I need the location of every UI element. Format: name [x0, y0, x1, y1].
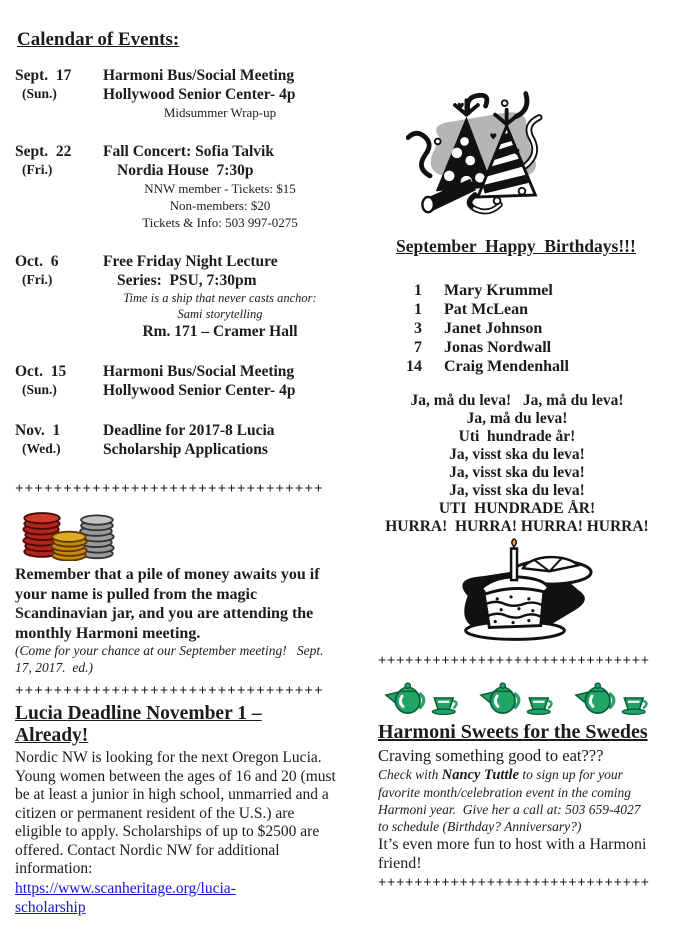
event-detail: NNW member - Tickets: $15: [144, 181, 296, 196]
event-title-line: Harmoni Bus/Social Meeting: [103, 67, 295, 84]
song-line: Ja, visst ska du leva!: [449, 482, 585, 499]
birthday-row: [378, 357, 656, 376]
event-description: [103, 66, 337, 121]
sweets-italic-post: to sign up for your: [518, 766, 623, 782]
event-weekday: (Sun.): [22, 86, 57, 101]
svg-text:♥: ♥: [456, 101, 465, 112]
birthday-name: Jonas Nordwall: [444, 339, 552, 356]
event-date: Sept. 17: [15, 67, 72, 84]
birthday-name: Janet Johnson: [444, 320, 543, 337]
event-date-block: [15, 421, 103, 459]
birthday-day: 14: [406, 358, 422, 375]
event-title-line: Harmoni Bus/Social Meeting: [103, 363, 295, 380]
event-date-block: [15, 252, 103, 341]
event-title-line: Fall Concert: Sofia Talvik: [103, 143, 274, 160]
event-description: [103, 252, 337, 341]
birthday-row: [378, 300, 656, 319]
birthdays-heading: September Happy Birthdays!!!: [396, 236, 636, 256]
sweets-closing-line: It’s even more fun to host with a Harmoni friend!: [378, 835, 647, 872]
lucia-deadline-heading: Lucia Deadline November 1 – Already!: [15, 703, 262, 746]
sweets-italic-pre: Check with: [378, 766, 442, 782]
event-detail: Tickets & Info: 503 997-0275: [142, 215, 298, 230]
birthday-day: 3: [414, 320, 422, 337]
sweets-italic-text: favorite month/celebration event in the coming: [378, 784, 632, 800]
event-oct-15: [15, 362, 337, 400]
event-weekday: (Wed.): [22, 441, 61, 456]
event-room-line: Rm. 171 – Cramer Hall: [142, 323, 298, 340]
divider-plus-row: ++++++++++++++++++++++++++++++: [378, 874, 650, 891]
birthday-row: [378, 338, 656, 357]
event-detail: Midsummer Wrap-up: [163, 105, 277, 120]
calendar-heading: Calendar of Events:: [17, 29, 180, 50]
teapot-teacup-icon: [475, 680, 557, 716]
event-date-block: [15, 362, 103, 400]
lucia-body-text: Nordic NW is looking for the next Oregon Lucia. Young women between the ages of 16 and 20 (must be at least a junior in high school, unmarried and a citizen or permanent resident of the U.S.) are eligible to apply. Scholarships of up to $2500 are offered. Contact Nordic NW for additional information:: [15, 749, 336, 877]
left-column: [15, 28, 337, 917]
teapot-row: [380, 680, 652, 716]
birthday-day: 1: [414, 301, 422, 318]
event-series-line: Series: PSU, 7:30pm: [117, 272, 257, 289]
lucia-scholarship-link[interactable]: https://www.scanheritage.org/lucia-scholarship: [15, 879, 236, 916]
event-description: [103, 362, 337, 400]
event-location-line: Nordia House 7:30p: [117, 162, 254, 179]
sweets-heading: Harmoni Sweets for the Swedes: [378, 721, 648, 743]
song-line: Ja, visst ska du leva!: [449, 446, 585, 463]
event-title-line2: Scholarship Applications: [103, 441, 268, 458]
birthday-day: 7: [414, 339, 422, 356]
sweets-italic-text: Harmoni year. Give her a call at: 503 659-4027: [378, 801, 641, 817]
birthday-name: Craig Mendenhall: [444, 358, 569, 375]
song-line: HURRA! HURRA! HURRA! HURRA!: [385, 518, 649, 535]
event-location-line: Hollywood Senior Center- 4p: [103, 86, 296, 103]
event-weekday: (Sun.): [22, 382, 57, 397]
song-line: Ja, visst ska du leva!: [449, 464, 585, 481]
sweets-italic-text: [378, 766, 656, 784]
sweets-italic-text: to schedule (Birthday? Anniversary?): [378, 818, 582, 834]
divider-plus-row: ++++++++++++++++++++++++++++++: [378, 653, 650, 669]
birthday-row: [378, 319, 656, 338]
coin-stacks-icon: [17, 507, 121, 561]
divider-plus-row: ++++++++++++++++++++++++++++++++: [15, 481, 324, 497]
event-lecture-subtitle: Sami storytelling: [177, 307, 263, 321]
money-reminder-text: Remember that a pile of money awaits you if your name is pulled from the magic Scandinavian jar, and you are attending the monthly Harmoni meeting.: [15, 566, 320, 642]
birthday-name: Mary Krummel: [444, 282, 553, 299]
song-line: Ja, må du leva! Ja, må du leva!: [410, 392, 624, 409]
event-description: [103, 421, 337, 459]
birthday-cake-icon: [438, 538, 596, 642]
event-date: Oct. 6: [15, 253, 59, 270]
song-line: Uti hundrade år!: [458, 428, 576, 445]
event-date: Nov. 1: [15, 422, 61, 439]
event-title-line: Free Friday Night Lecture: [103, 253, 278, 270]
sweets-contact-name: Nancy Tuttle: [441, 766, 519, 783]
birthday-name: Pat McLean: [444, 301, 528, 318]
teapot-teacup-icon: [570, 680, 652, 716]
song-line: UTI HUNDRADE ÅR!: [438, 500, 596, 517]
birthday-day: 1: [414, 282, 422, 299]
money-editor-note: (Come for your chance at our September meeting! Sept. 17, 2017. ed.): [15, 643, 327, 675]
svg-text:♥: ♥: [489, 132, 498, 143]
teapot-teacup-icon: [380, 680, 462, 716]
party-decorations-icon: [406, 84, 546, 218]
event-weekday: (Fri.): [22, 162, 53, 177]
event-weekday: (Fri.): [22, 272, 53, 287]
event-sept-17: [15, 66, 337, 121]
event-location-line: Hollywood Senior Center- 4p: [103, 382, 296, 399]
event-date-block: [15, 142, 103, 231]
birthday-song: [378, 392, 656, 536]
event-sept-22: [15, 142, 337, 231]
svg-text:♥: ♥: [512, 147, 521, 158]
sweets-intro-line: Craving something good to eat???: [378, 746, 604, 765]
event-description: [103, 142, 337, 231]
song-line: Ja, må du leva!: [466, 410, 568, 427]
event-date: Oct. 15: [15, 363, 67, 380]
birthday-row: [378, 281, 656, 300]
event-date-block: [15, 66, 103, 121]
event-lecture-subtitle: Time is a ship that never casts anchor:: [123, 291, 317, 305]
event-date: Sept. 22: [15, 143, 72, 160]
event-title-line: Deadline for 2017-8 Lucia: [103, 422, 275, 439]
divider-plus-row: ++++++++++++++++++++++++++++++++: [15, 683, 324, 699]
right-column: [378, 0, 656, 892]
event-oct-6: [15, 252, 337, 341]
event-nov-1: [15, 421, 337, 459]
birthday-list: [378, 281, 656, 376]
event-detail: Non-members: $20: [169, 198, 271, 213]
